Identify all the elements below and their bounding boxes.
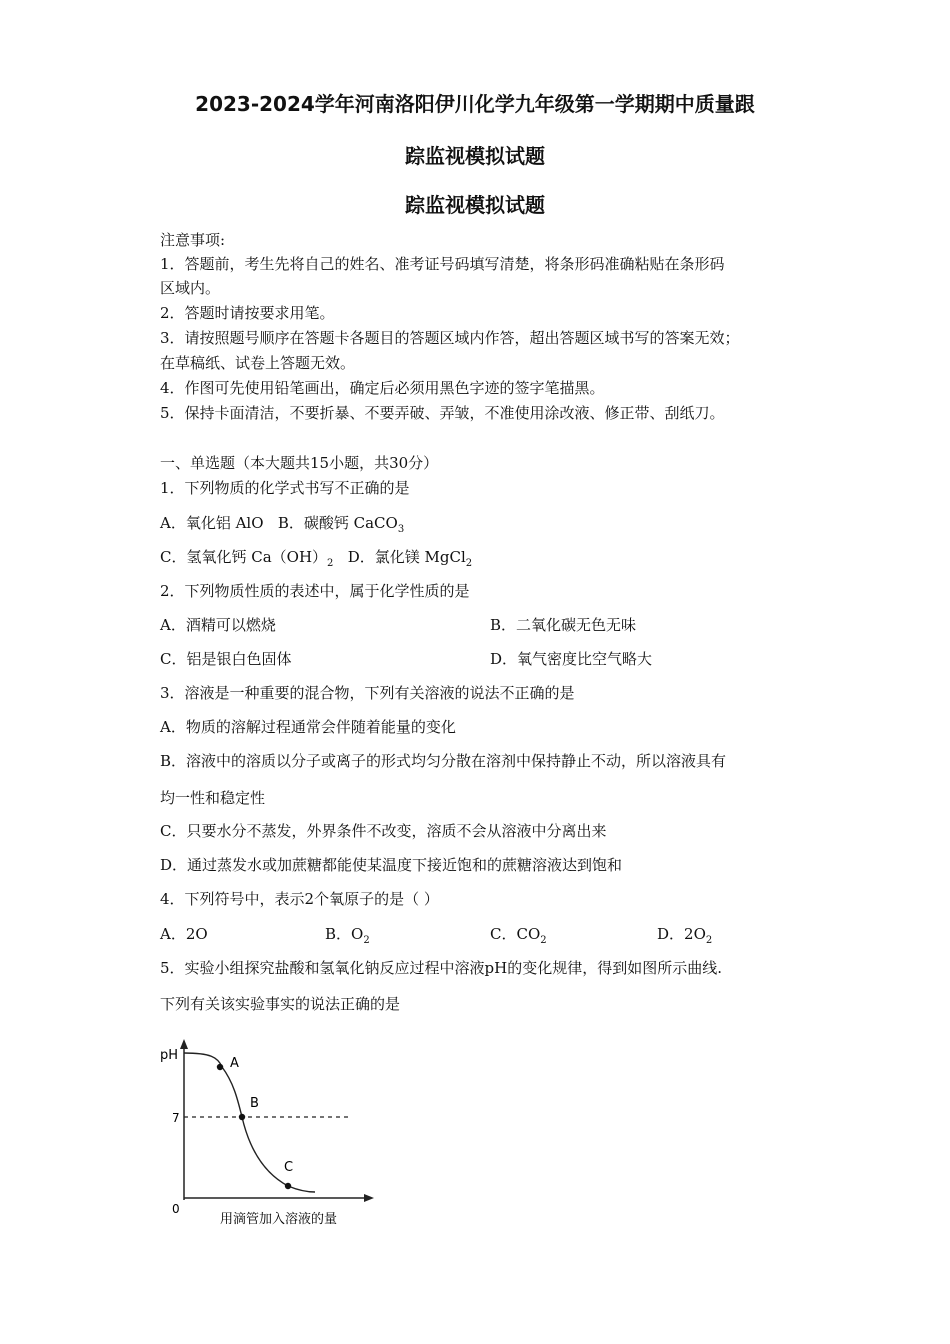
point-c-label: C xyxy=(284,1160,294,1175)
notice-item: 3．请按照题号顺序在答题卡各题目的答题区域内作答，超出答题区域书写的答案无效； xyxy=(160,329,740,347)
question-1-stem: 1．下列物质的化学式书写不正确的是 xyxy=(160,479,410,497)
notice-item: 5．保持卡面清洁，不要折暴、不要弄破、弄皱，不准使用涂改液、修正带、刮纸刀。 xyxy=(160,404,725,422)
question-4-stem: 4．下列符号中，表示2个氧原子的是（ ） xyxy=(160,890,439,908)
question-4-option-a: A．2O xyxy=(160,925,208,943)
notice-item: 1．答题前，考生先将自己的姓名、准考证号码填写清楚，将条形码准确粘贴在条形码 xyxy=(160,255,725,273)
question-2-option-d: D．氧气密度比空气略大 xyxy=(490,650,653,668)
question-3-option-d: D．通过蒸发水或加蔗糖都能使某温度下接近饱和的蔗糖溶液达到饱和 xyxy=(160,856,623,874)
x-axis-label: 用滴管加入溶液的量 xyxy=(220,1212,338,1227)
question-4-option-d: D．$2O_2$ xyxy=(657,925,713,946)
title-line-1: 2023-2024学年河南洛阳伊川化学九年级第一学期期中质量跟 xyxy=(195,92,755,116)
section-heading: 一、单选题（本大题共15小题，共30分） xyxy=(160,454,439,472)
question-2-option-b: B．二氧化碳无色无味 xyxy=(490,616,637,634)
question-2-option-a: A．酒精可以燃烧 xyxy=(160,616,276,634)
point-a-label: A xyxy=(230,1056,239,1071)
title-line-3: 踪监视模拟试题 xyxy=(405,193,545,217)
question-5-stem-line-2: 下列有关该实验事实的说法正确的是 xyxy=(160,995,401,1013)
point-b-marker xyxy=(239,1114,245,1120)
question-4-option-c: C．$CO_2$ xyxy=(490,925,547,946)
question-3-stem: 3．溶液是一种重要的混合物，下列有关溶液的说法不正确的是 xyxy=(160,684,575,702)
x-axis-arrow xyxy=(364,1194,374,1202)
y-axis-label: pH xyxy=(160,1048,179,1063)
question-2-option-c: C．铝是银白色固体 xyxy=(160,650,292,668)
notice-item: 2．答题时请按要求用笔。 xyxy=(160,304,335,322)
question-1-option-c: C．氢氧化钙 $Ca(OH)_2$ xyxy=(160,548,334,569)
question-1-option-b: B．碳酸钙 CaCO$_3$ xyxy=(277,514,405,535)
question-1-option-d: D．氯化镁 MgCl$_2$ xyxy=(347,548,473,569)
question-1-options-cd xyxy=(160,546,472,569)
notice-item: 区域内。 xyxy=(160,279,221,297)
question-1-option-a: A．氧化铝 AlO xyxy=(160,514,264,532)
notice-item: 在草稿纸、试卷上答题无效。 xyxy=(160,354,356,372)
question-1-options-ab xyxy=(160,512,404,535)
point-b-label: B xyxy=(250,1096,259,1111)
question-2-stem: 2．下列物质性质的表述中，属于化学性质的是 xyxy=(160,582,470,600)
question-5-stem-line-1: 5．实验小组探究盐酸和氢氧化钠反应过程中溶液pH的变化规律，得到如图所示曲线. xyxy=(160,959,722,977)
ph-curve-figure xyxy=(150,1035,390,1235)
question-3-option-a: A．物质的溶解过程通常会伴随着能量的变化 xyxy=(160,718,456,736)
y-axis-arrow xyxy=(180,1039,188,1049)
question-3-option-b-line-2: 均一性和稳定性 xyxy=(160,789,266,807)
origin-label: 0 xyxy=(172,1202,180,1216)
y-tick-label: 7 xyxy=(172,1111,180,1125)
question-3-option-c: C．只要水分不蒸发，外界条件不改变，溶质不会从溶液中分离出来 xyxy=(160,822,607,840)
notice-heading: 注意事项: xyxy=(160,231,226,249)
point-c-marker xyxy=(285,1183,291,1189)
title-line-2: 踪监视模拟试题 xyxy=(405,144,545,168)
ph-curve xyxy=(184,1053,315,1192)
notice-item: 4．作图可先使用铅笔画出，确定后必须用黑色字迹的签字笔描黑。 xyxy=(160,379,605,397)
question-3-option-b-line-1: B．溶液中的溶质以分子或离子的形式均匀分散在溶剂中保持静止不动，所以溶液具有 xyxy=(160,752,727,770)
point-a-marker xyxy=(217,1064,223,1070)
question-4-option-b: B．$O_2$ xyxy=(325,925,370,946)
